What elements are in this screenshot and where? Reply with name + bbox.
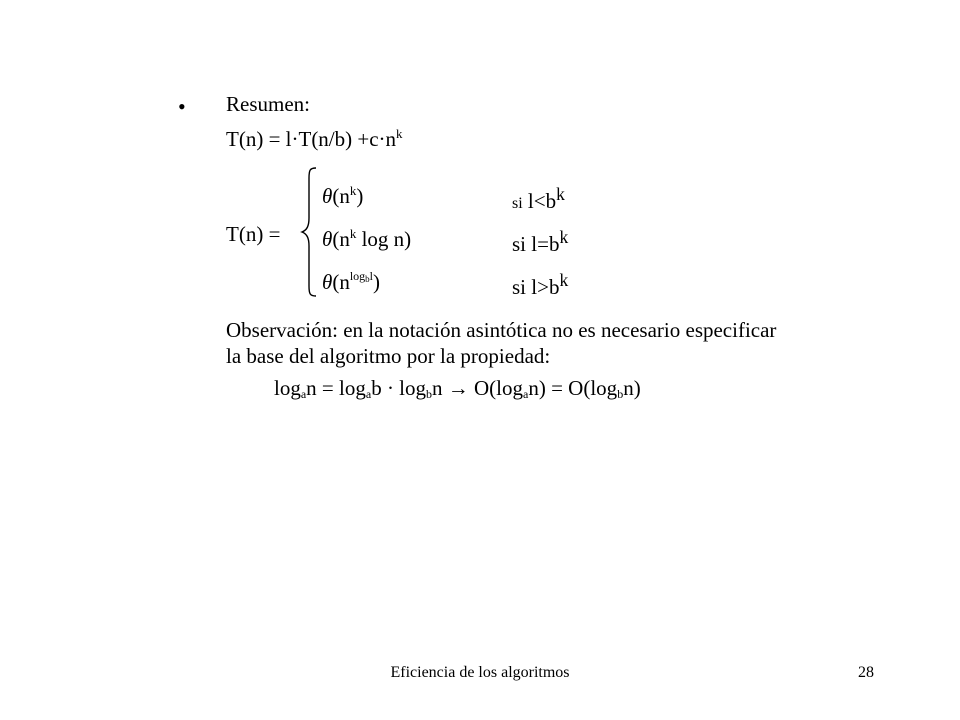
piecewise-label: T(n) = xyxy=(226,222,281,246)
left-brace-icon xyxy=(300,166,320,298)
arrow-right-icon: → xyxy=(447,376,469,400)
bullet-marker: • xyxy=(178,94,186,119)
case-expression-1: $\theta(n^k)$ xyxy=(322,183,364,208)
slide-heading: Resumen: xyxy=(226,92,310,116)
observation-line-1: Observación: en la notación asintótica no es necesario especificar xyxy=(226,318,777,342)
case-condition-1: si $l<b^k$ xyxy=(512,184,565,213)
page-number: 28 xyxy=(858,664,874,681)
recurrence-equation xyxy=(226,126,403,151)
case-condition-2: si $l=b^k$ xyxy=(512,227,569,256)
recurrence-lhs: T(n) = l·T(n/b) +c·n xyxy=(226,127,397,151)
case-condition-3: si $l>b^k$ xyxy=(512,270,569,299)
case-expression-3: $\theta(n^{log_bl})$ xyxy=(322,269,381,294)
case-expression-2: $\theta(n^k$ log n) xyxy=(322,226,412,251)
observation-line-2: la base del algoritmo por la propiedad: xyxy=(226,344,551,368)
footer-title: Eficiencia de los algoritmos xyxy=(390,664,570,681)
recurrence-exponent: k xyxy=(396,126,403,141)
log-base-formula: $\log_an = \log_ab \cdot \log_bn \to O(\log_an) = O(\log_bn)$ xyxy=(274,376,641,401)
